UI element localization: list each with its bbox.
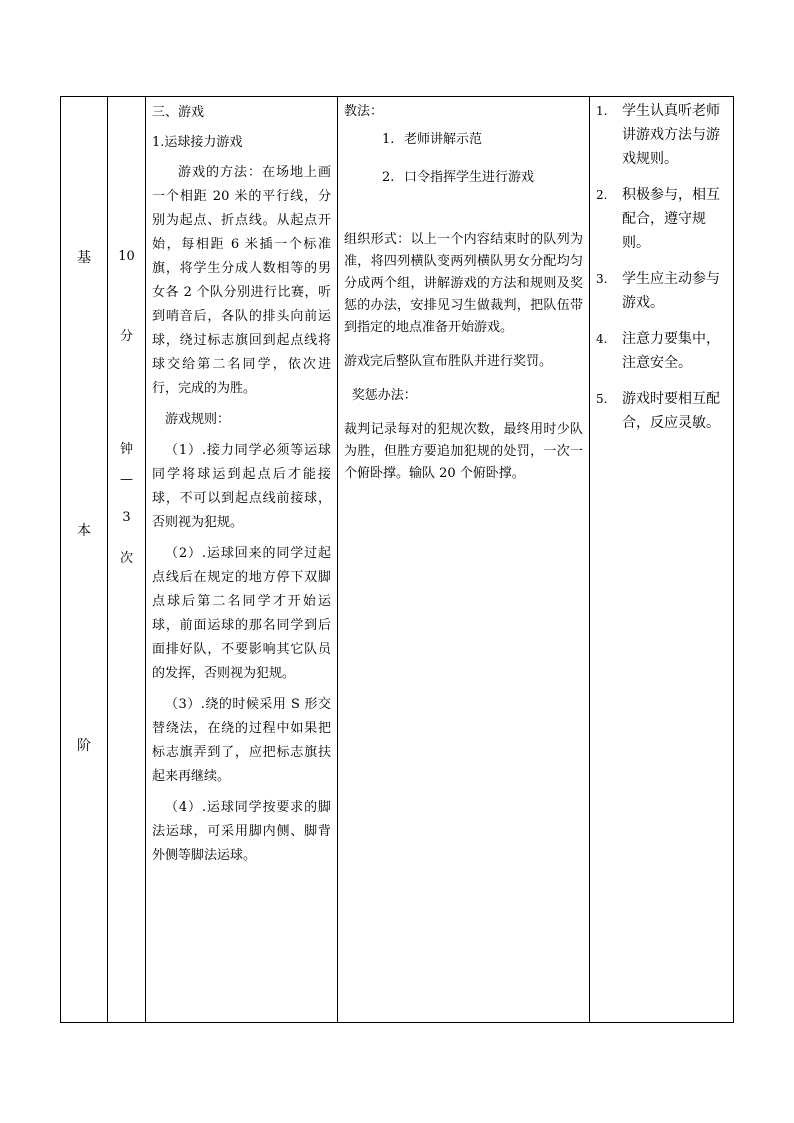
stage-char: 阶	[77, 738, 91, 754]
stage-cell	[61, 97, 108, 1023]
reward-title: 奖惩办法：	[351, 388, 417, 403]
item-text: 游戏时要相互配合，反应灵敏。	[622, 391, 720, 431]
step-number: 1.	[382, 132, 395, 147]
time-char: 10	[118, 249, 135, 264]
after-game-text: 游戏完后整队宣布胜队并进行奖罚。	[344, 354, 553, 369]
student-cell	[590, 97, 734, 1023]
student-item	[596, 183, 729, 255]
reward-text: 裁判记录每对的犯规次数，最终用时少队为胜，但胜方要追加犯规的处罚，一次一个俯卧撑。输队 20 个俯卧撑。	[344, 422, 583, 481]
step-number: 2.	[382, 170, 395, 185]
rule-item: （1）.接力同学必须等运球同学将球运到起点后才能接球，不可以到起点线前接球，否则视为犯规。	[152, 443, 331, 530]
lesson-plan-row	[61, 97, 734, 1023]
method-step	[382, 129, 583, 151]
lesson-plan-table	[60, 96, 734, 1023]
student-item	[596, 99, 729, 171]
method-steps	[344, 129, 583, 189]
time-cell	[108, 97, 146, 1023]
step-text: 口令指挥学生进行游戏	[404, 170, 535, 185]
item-number: 5.	[596, 392, 608, 406]
game-title: 1.运球接力游戏	[152, 135, 243, 150]
rule-item: （3）.绕的时候采用 S 形交替绕法，在绕的过程中如果把标志旗弄到了，应把标志旗扶起来再继续。	[152, 697, 331, 784]
rule-item: （4）.运球同学按要求的脚法运球，可采用脚内侧、脚背外侧等脚法运球。	[152, 800, 331, 863]
item-number: 2.	[596, 188, 608, 202]
time-char: —	[120, 472, 133, 487]
time-char: 分	[119, 329, 133, 344]
student-item	[596, 387, 729, 435]
organization-text: 组织形式：以上一个内容结束时的队列为准，将四列横队变两列横队男女分配均匀分成两个组，讲解游戏的方法和规则及奖惩的办法，安排见习生做裁判，把队伍带到指定的地点准备开始游戏。	[344, 232, 583, 335]
item-text: 学生应主动参与游戏。	[622, 271, 720, 311]
step-text: 老师讲解示范	[404, 132, 483, 147]
content-cell	[146, 97, 338, 1023]
item-number: 1.	[596, 104, 608, 118]
time-char: 钟	[119, 442, 133, 457]
method-cell	[338, 97, 590, 1023]
item-number: 3.	[596, 272, 608, 286]
method-title: 教法：	[344, 104, 384, 119]
student-item	[596, 327, 729, 375]
item-text: 积极参与，相互配合，遵守规则。	[622, 187, 720, 251]
rule-item: （2）.运球回来的同学过起点线后在规定的地方停下双脚点球后第二名同学才开始运球，前面运球的那名同学到后面排好队，不要影响其它队员的发挥，否则视为犯规。	[152, 546, 331, 681]
stage-char: 基	[77, 250, 91, 266]
item-number: 4.	[596, 332, 608, 346]
time-char: 次	[119, 551, 133, 566]
item-text: 注意力要集中，注意安全。	[622, 331, 720, 371]
method-step	[382, 167, 583, 189]
rules-title: 游戏规则：	[165, 412, 231, 427]
time-char: 3	[122, 510, 131, 525]
item-text: 学生认真听老师讲游戏方法与游戏规则。	[622, 103, 720, 167]
game-method-text: 游戏的方法：在场地上画一个相距 20 米的平行线，分别为起点、折点线。从起点开始，每相距 6 米插一个标准旗，将学生分成人数相等的男女各 2 个队分别进行比赛，听到哨音后，各队的排头向前运球，绕过标志旗回到起点线将球交给第二名同学，依次进行，完成的为胜。	[152, 165, 331, 396]
section-title: 三、游戏	[152, 105, 205, 120]
student-item	[596, 267, 729, 315]
stage-char: 本	[77, 523, 91, 539]
